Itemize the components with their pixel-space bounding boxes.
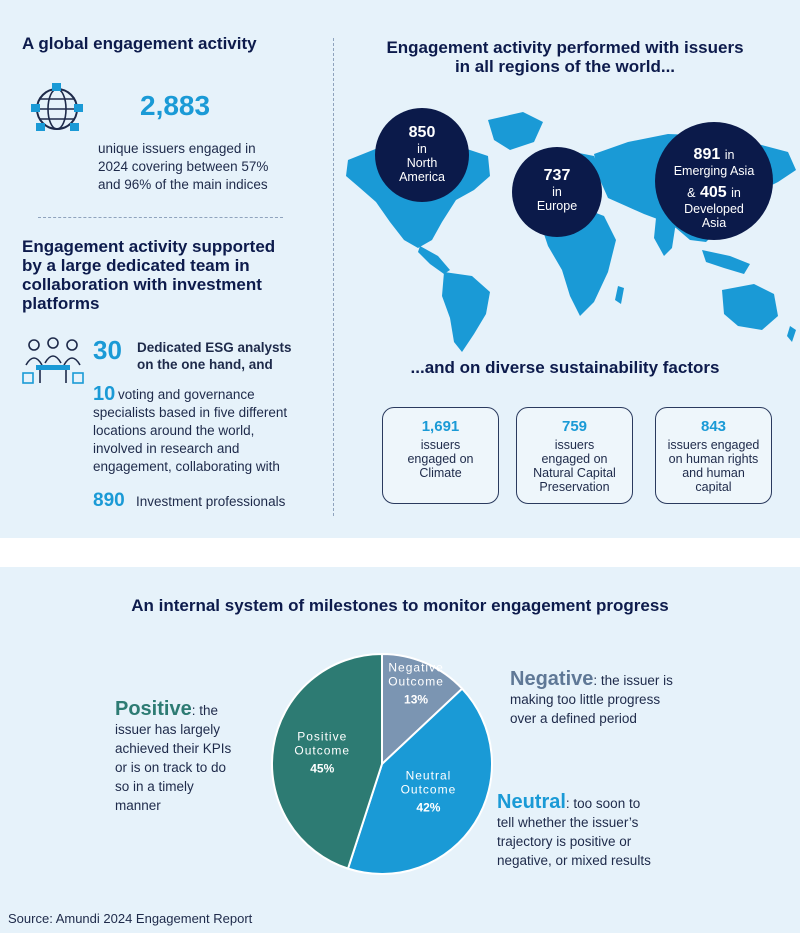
pie-label-positive-text: Positive [297, 729, 348, 744]
factor-natural-capital: 759 issuers engaged on Natural Capital Preservation [516, 407, 633, 504]
milestones-title: An internal system of milestones to monitor engagement progress [131, 596, 669, 615]
neutral-legend: Neutral: too soon to tell whether the issuer’s trajectory is positive or negative, or mixed results [497, 791, 651, 868]
vertical-divider [333, 38, 334, 516]
map-central-america [418, 246, 450, 274]
map-south-america [442, 272, 490, 352]
issuers-count: 2,883 [140, 90, 211, 121]
analysts-count: 30 [93, 335, 122, 365]
pie-label-negative-text: Outcome [388, 674, 444, 689]
pie-label-neutral-pct: 42% [416, 800, 441, 815]
negative-legend: Negative: the issuer is making too little progress over a defined period [510, 668, 673, 726]
invest-text: Investment professionals [136, 494, 286, 509]
positive-legend: Positive: the issuer has largely achieved their KPIs or is on track to do so in a timely manner [115, 698, 232, 813]
europe-bubble: 737 in Europe [512, 147, 602, 237]
pie-label-neutral-text: Neutral [405, 768, 452, 783]
analysts-text: Dedicated ESG analysts on the one hand, and [137, 340, 292, 372]
horizontal-divider [38, 217, 283, 218]
pie-label-negative-text: Negative [388, 660, 444, 675]
map-australia [722, 284, 778, 330]
regions-title: Engagement activity performed with issuers in all regions of the world... [386, 38, 744, 76]
pie-label-positive-pct: 45% [310, 761, 335, 776]
voting-text-1: voting and governance [118, 387, 255, 402]
factors-title: ...and on diverse sustainability factors [410, 358, 720, 377]
global-title: A global engagement activity [22, 34, 257, 53]
pie-label-positive-text: Outcome [294, 743, 351, 758]
team-title: Engagement activity supported by a large dedicated team in collaboration with investment platforms [22, 237, 276, 313]
globe-network-icon [28, 80, 86, 138]
outcome-pie-chart [270, 652, 494, 876]
map-madagascar [615, 286, 624, 304]
factor-climate: 1,691 issuers engaged on Climate [382, 407, 499, 504]
voting-count: 10 [93, 383, 116, 405]
source-note: Source: Amundi 2024 Engagement Report [8, 911, 253, 926]
team-meeting-icon [20, 335, 86, 387]
voting-text-rest: specialists based in five different locations around the world, involved in research and engagement, collaborating with [93, 405, 288, 474]
north-america-bubble: 850 in North America [375, 108, 469, 202]
asia-bubble: 891 in Emerging Asia & 405 in Developed Asia [655, 122, 773, 240]
map-greenland [488, 112, 543, 150]
factor-human-rights: 843 issuers engaged on human rights and human capital [655, 407, 772, 504]
pie-label-neutral-text: Outcome [400, 782, 457, 797]
map-southeast-asia [702, 250, 750, 274]
issuers-description: unique issuers engaged in 2024 covering between 57% and 96% of the main indices [98, 141, 269, 192]
invest-count: 890 [93, 490, 125, 511]
pie-label-negative-pct: 13% [404, 692, 429, 707]
map-new-zealand [787, 326, 796, 342]
